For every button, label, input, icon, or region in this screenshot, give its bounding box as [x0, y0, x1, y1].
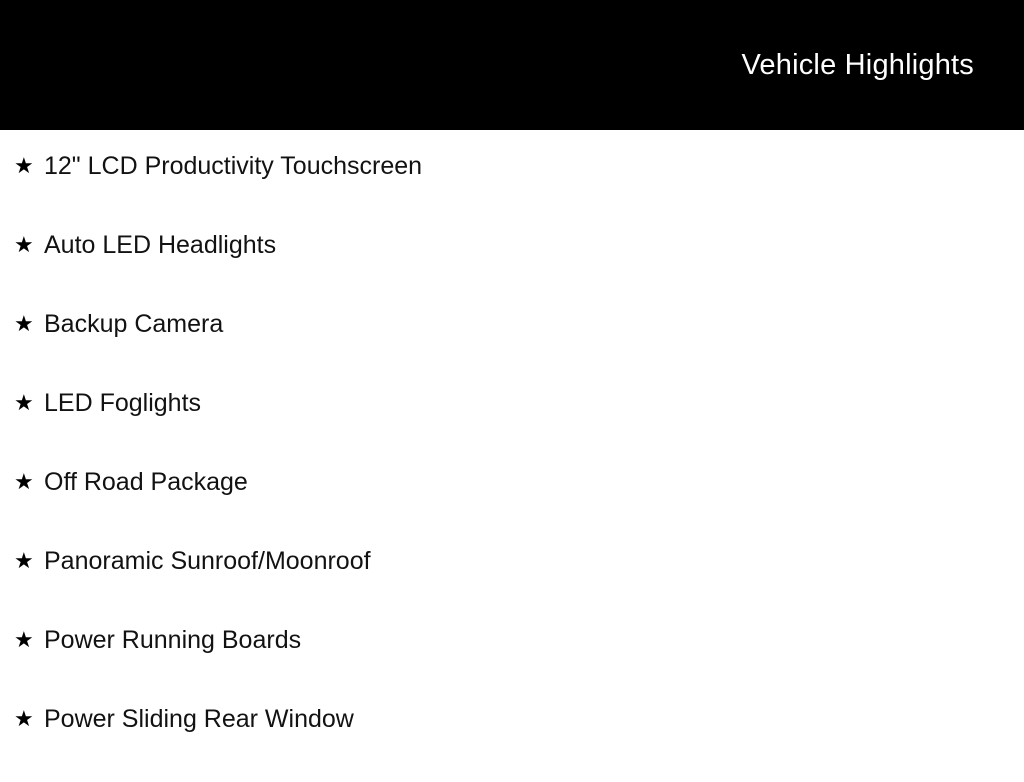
list-item	[0, 703, 1024, 782]
highlight-label: LED Foglights	[44, 389, 202, 417]
highlight-label: Backup Camera	[44, 310, 224, 338]
list-item	[0, 466, 1024, 545]
highlight-label: Off Road Package	[44, 468, 248, 496]
page-title: Vehicle Highlights	[741, 48, 974, 81]
header-bar	[0, 0, 1024, 130]
star-icon: ★	[14, 311, 34, 336]
star-icon: ★	[14, 627, 34, 652]
star-icon: ★	[14, 548, 34, 573]
star-icon: ★	[14, 390, 34, 415]
star-icon: ★	[14, 232, 34, 257]
list-item	[0, 624, 1024, 703]
star-icon: ★	[14, 469, 34, 494]
highlight-label: 12" LCD Productivity Touchscreen	[44, 152, 423, 180]
highlight-label: Panoramic Sunroof/Moonroof	[44, 547, 371, 575]
star-icon: ★	[14, 706, 34, 731]
highlight-label: Power Sliding Rear Window	[44, 705, 354, 733]
list-item	[0, 387, 1024, 466]
highlight-label: Auto LED Headlights	[44, 231, 277, 259]
list-item	[0, 308, 1024, 387]
list-item	[0, 150, 1024, 229]
highlight-label: Power Running Boards	[44, 626, 302, 654]
list-item	[0, 545, 1024, 624]
star-icon: ★	[14, 153, 34, 178]
list-item	[0, 229, 1024, 308]
vehicle-highlights-list	[0, 130, 1024, 782]
